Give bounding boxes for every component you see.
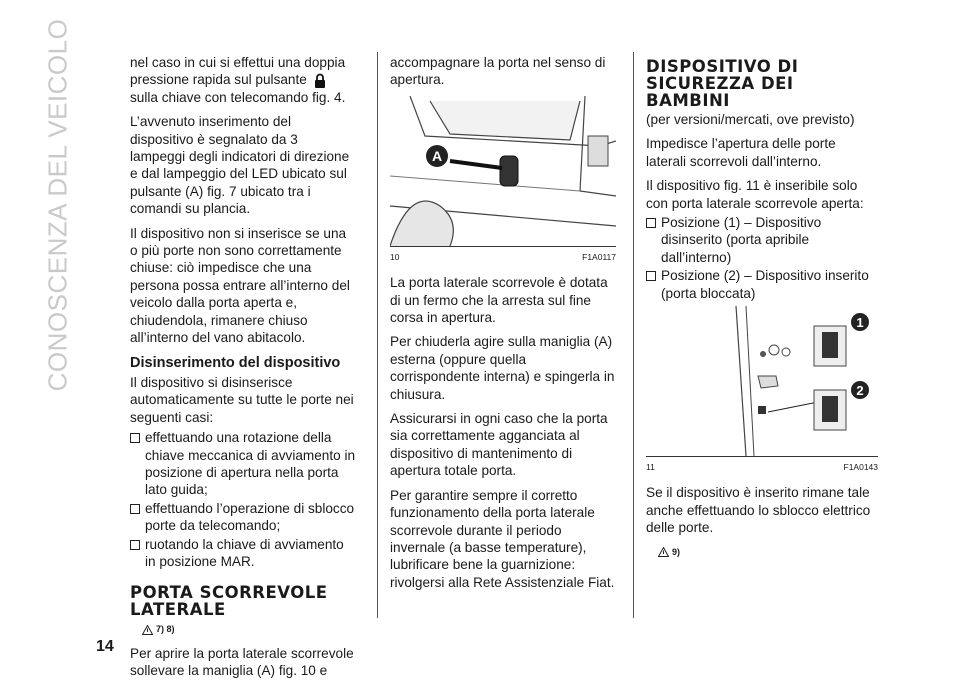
bullet-square-icon: [130, 433, 140, 443]
child-lock-illustration: [646, 306, 872, 456]
warning-icon: [142, 625, 153, 635]
figure-number: 11: [646, 462, 655, 473]
paragraph: Per chiuderla agire sulla maniglia (A) esterna (oppure quella corrispondente interna) e spingerla in chiusura.: [390, 334, 615, 402]
figure-number: 10: [390, 251, 400, 262]
bullet-square-icon: [646, 271, 656, 281]
section-heading: DISPOSITIVO DI SICUREZZA DEI BAMBINI: [646, 57, 799, 110]
paragraph: Per aprire la porta laterale scorrevole sollevare la maniglia (A) fig. 10 e: [130, 645, 354, 679]
column-1: [130, 54, 356, 687]
paragraph: (per versioni/mercati, ove previsto): [646, 112, 855, 127]
paragraph: L’avvenuto inserimento del dispositivo è segnalato da 3 lampeggi degli indicatori di direzione e dal lampeggio del LED ubicato sul pulsante (A) fig. 7 ubicato tra i comandi su plancia.: [130, 114, 350, 217]
column-3: [646, 54, 878, 567]
list-item: Posizione (2) – Dispositivo inserito (porta bloccata): [646, 267, 878, 302]
paragraph: Se il dispositivo è inserito rimane tale anche effettuando lo sblocco elettrico delle porte.: [646, 485, 871, 536]
bullet-square-icon: [646, 218, 656, 228]
paragraph: Il dispositivo non si inserisce se una o più porte non sono correttamente chiuse: ciò impedisce che una persona possa entrare all’interno del veicolo dalla porta aperta e, chiudendola, rimanere chiuso all’interno del vano abitacolo.: [130, 225, 350, 346]
paragraph: Assicurarsi in ogni caso che la porta sia correttamente agganciata al dispositivo di mantenimento di apertura totale porta.: [390, 411, 608, 479]
section-heading: PORTA SCORREVOLE LATERALE: [130, 583, 328, 620]
list-item: effettuando una rotazione della chiave meccanica di avviamento in posizione di apertura nella porta lato guida;: [130, 429, 356, 499]
lock-icon: [314, 73, 326, 89]
column-divider: [377, 52, 378, 618]
svg-text:2: 2: [856, 383, 864, 399]
paragraph: Il dispositivo si disinserisce automaticamente su tutte le porte nei seguenti casi:: [130, 374, 354, 425]
list-item: Posizione (1) – Dispositivo disinserito (porta apribile dall’interno): [646, 214, 878, 266]
column-2: [390, 54, 616, 598]
bullet-square-icon: [130, 504, 140, 514]
warning-icon: [658, 547, 669, 557]
bullet-square-icon: [130, 540, 140, 550]
paragraph: Per garantire sempre il corretto funzionamento della porta laterale scorrevole durante il periodo invernale (a basse temperature), lubrificare bene la guarnizione: rivolgersi alla Rete Assistenziale Fiat.: [390, 487, 615, 590]
page-number: 14: [96, 638, 114, 655]
paragraph: Impedisce l’apertura delle porte laterali scorrevoli dall’interno.: [646, 136, 836, 169]
list-item: effettuando l’operazione di sblocco porte da telecomando;: [130, 500, 356, 535]
svg-text:1: 1: [856, 315, 864, 331]
paragraph: La porta laterale scorrevole è dotata di un fermo che la arresta sul fine corsa in apertura.: [390, 275, 608, 326]
paragraph: accompagnare la porta nel senso di apertura.: [390, 55, 606, 88]
figure-caption: [646, 459, 878, 476]
warning-note: 9): [658, 544, 878, 561]
figure-sliding-door: [390, 96, 616, 247]
figure-code: F1A0143: [843, 462, 878, 473]
paragraph: nel caso in cui si effettui una doppia pressione rapida sul pulsante sulla chiave con telecomando fig. 4.: [130, 55, 346, 105]
paragraph: Il dispositivo fig. 11 è inseribile solo con porta laterale scorrevole aperta:: [646, 178, 864, 211]
figure-code: F1A0117: [582, 251, 616, 262]
subheading: Disinserimento del dispositivo: [130, 354, 341, 371]
warning-note: 7) 8): [142, 621, 356, 638]
side-section-title: CONOSCENZA DEL VEICOLO: [42, 18, 73, 392]
van-side-door-illustration: [390, 96, 616, 246]
column-divider: [633, 52, 634, 618]
list-item: ruotando la chiave di avviamento in posizione MAR.: [130, 536, 356, 571]
figure-child-lock: [646, 306, 878, 457]
svg-text:A: A: [431, 147, 443, 164]
figure-caption: [390, 249, 616, 266]
